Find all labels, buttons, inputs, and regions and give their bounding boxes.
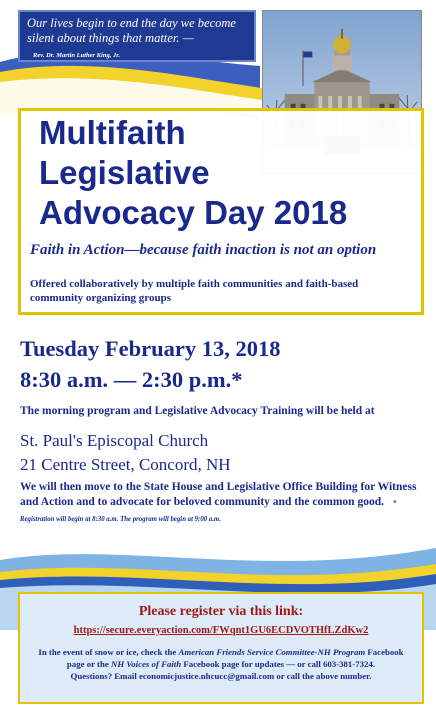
quote-author: Rev. Dr. Martin Luther King, Jr. [33,52,120,59]
church-name: St. Paul's Episcopal Church [20,431,209,450]
weather-info-part3: Facebook page for updates — or call 603-381-7324. [181,659,376,669]
church-address: 21 Centre Street, Concord, NH [20,455,231,474]
questions-text: Questions? Email economicjustice.nhcucc@gmail.com or call the above number. [70,671,372,681]
title-line-2: Legislative [39,154,210,191]
quote-banner [18,10,256,62]
voices-of-faith-name: NH Voices of Faith [110,659,182,669]
event-time: 8:30 a.m. — 2:30 p.m.* [20,367,243,392]
registration-link[interactable]: https://secure.everyaction.com/FWqnt1GU6ECDVOTHfLZdKw2 [73,625,369,636]
weather-info [20,646,422,682]
weather-info-part1: In the event of snow or ice, check the [38,647,179,657]
event-date: Tuesday February 13, 2018 [20,336,281,361]
offered-by-text: Offered collaboratively by multiple faith communities and faith-based community organizing groups [30,278,359,304]
registration-note: * Registration will begin at 8:30 a.m. The program will begin at 9:00 a.m. [20,500,397,523]
tagline: Faith in Action—because faith inaction is not an option [30,242,377,258]
title-box [18,108,424,315]
morning-program-text: The morning program and Legislative Advocacy Training will be held at [20,405,375,417]
afsc-org-name: American Friends Service Committee-NH Program [178,647,366,657]
weather-info-part2: Facebook page or the [66,647,404,669]
quote-text: Our lives begin to end the day we become silent about things that matter. [27,16,236,45]
move-text: We will then move to the State House and Legislative Office Building for Witness and Action and to advocate for beloved community and the common good. [20,481,417,508]
title-line-1: Multifaith [39,114,186,151]
title-line-3: Advocacy Day 2018 [39,194,348,231]
register-heading: Please register via this link: [138,604,304,619]
quote-dash: — [182,31,194,45]
registration-box [18,592,424,704]
